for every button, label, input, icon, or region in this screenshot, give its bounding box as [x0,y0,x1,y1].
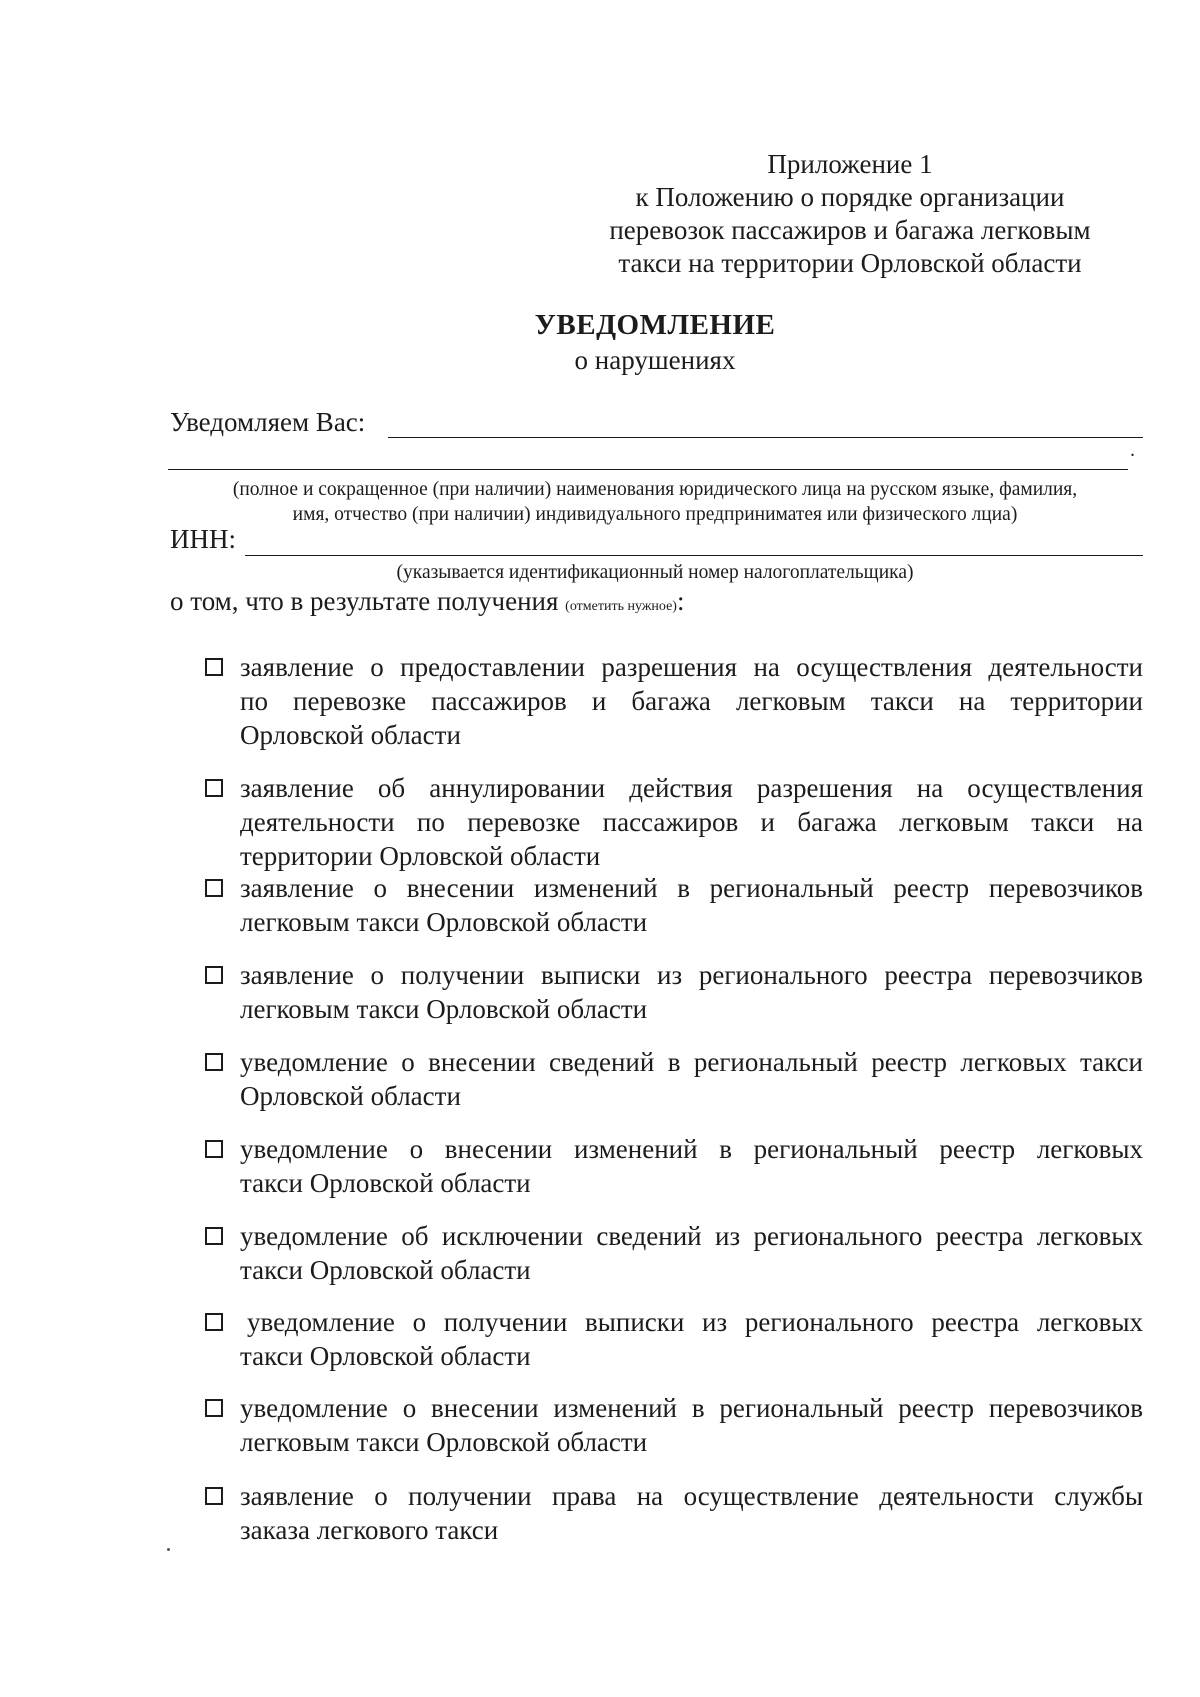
option-checkbox[interactable] [205,966,223,984]
option-item [205,650,1143,752]
intro-text [170,585,685,623]
option-item [205,1132,1143,1200]
appendix-line: такси на территории Орловской области [618,248,1082,278]
option-line: легковым такси Орловской области [240,994,648,1024]
inn-note: (указывается идентификационный номер налогоплательщика) [396,562,914,583]
option-checkbox[interactable] [205,658,223,676]
option-item [205,1391,1143,1459]
option-line: заявление о предоставлении разрешения на осуществления деятельности [240,652,1143,682]
option-item [205,1305,1143,1373]
appendix-line: перевозок пассажиров и багажа легковым [609,215,1091,245]
option-line: заявление о получении права на осуществление деятельности службы [240,1481,1143,1511]
recipient-label: Уведомляем Вас: [170,407,366,437]
recipient-note-line: имя, отчество (при наличии) индивидуального предприниматея или физического лциа) [292,504,1018,525]
option-line: заявление о внесении изменений в региональный реестр перевозчиков [240,873,1143,903]
option-line: заявление о получении выписки из регионального реестра перевозчиков [240,960,1143,990]
recipient-note-line: (полное и сокращенное (при наличии) наименования юридического лица на русском языке, фамилия, [232,479,1078,500]
option-item [205,1219,1143,1287]
option-item [205,1045,1143,1113]
option-line: такси Орловской области [240,1255,531,1285]
inn-label: ИНН: [170,524,236,554]
option-checkbox[interactable] [205,1313,223,1331]
intro-colon: : [676,586,685,616]
appendix-header [600,148,1100,280]
option-checkbox[interactable] [205,1053,223,1071]
option-item [205,958,1143,1026]
option-item [205,771,1143,873]
option-checkbox[interactable] [205,779,223,797]
option-checkbox[interactable] [205,1399,223,1417]
option-line: Орловской области [240,720,461,750]
option-line: территории Орловской области [240,841,601,871]
intro-hint: (отметить нужное) [565,599,677,614]
option-item [205,871,1143,939]
option-line: легковым такси Орловской области [240,1427,648,1457]
option-line: Орловской области [240,1081,461,1111]
intro-main: о том, что в результате получения [170,586,559,616]
appendix-line: к Положению о порядке организации [635,182,1065,212]
document-subtitle: о нарушениях [574,345,736,375]
inn-field-line[interactable] [245,555,1143,556]
document-title: УВЕДОМЛЕНИЕ [534,309,776,341]
option-checkbox[interactable] [205,1140,223,1158]
option-line: уведомление о получении выписки из регионального реестра легковых [247,1307,1143,1337]
recipient-field-line-1[interactable] [388,437,1143,438]
recipient-field-line-2[interactable] [168,469,1128,470]
option-line: уведомление о внесении сведений в региональный реестр легковых такси [240,1047,1143,1077]
scan-speck [167,1548,170,1551]
option-line: заявление об аннулировании действия разрешения на осуществления [240,773,1143,803]
option-line: заказа легкового такси [240,1515,499,1545]
option-line: легковым такси Орловской области [240,907,648,937]
recipient-end-mark: . [1130,439,1135,461]
option-checkbox[interactable] [205,1487,223,1505]
option-line: деятельности по перевозке пассажиров и багажа легковым такси на [240,807,1143,837]
recipient-note [165,477,1145,527]
option-line: такси Орловской области [240,1341,531,1371]
appendix-line: Приложение 1 [767,149,933,179]
option-line: уведомление о внесении изменений в региональный реестр перевозчиков [240,1393,1143,1423]
option-line: по перевозке пассажиров и багажа легковым такси на территории [240,686,1143,716]
option-checkbox[interactable] [205,879,223,897]
option-item [205,1479,1143,1547]
option-line: уведомление о внесении изменений в региональный реестр легковых [240,1134,1143,1164]
option-line: уведомление об исключении сведений из регионального реестра легковых [240,1221,1143,1251]
option-line: такси Орловской области [240,1168,531,1198]
option-checkbox[interactable] [205,1227,223,1245]
